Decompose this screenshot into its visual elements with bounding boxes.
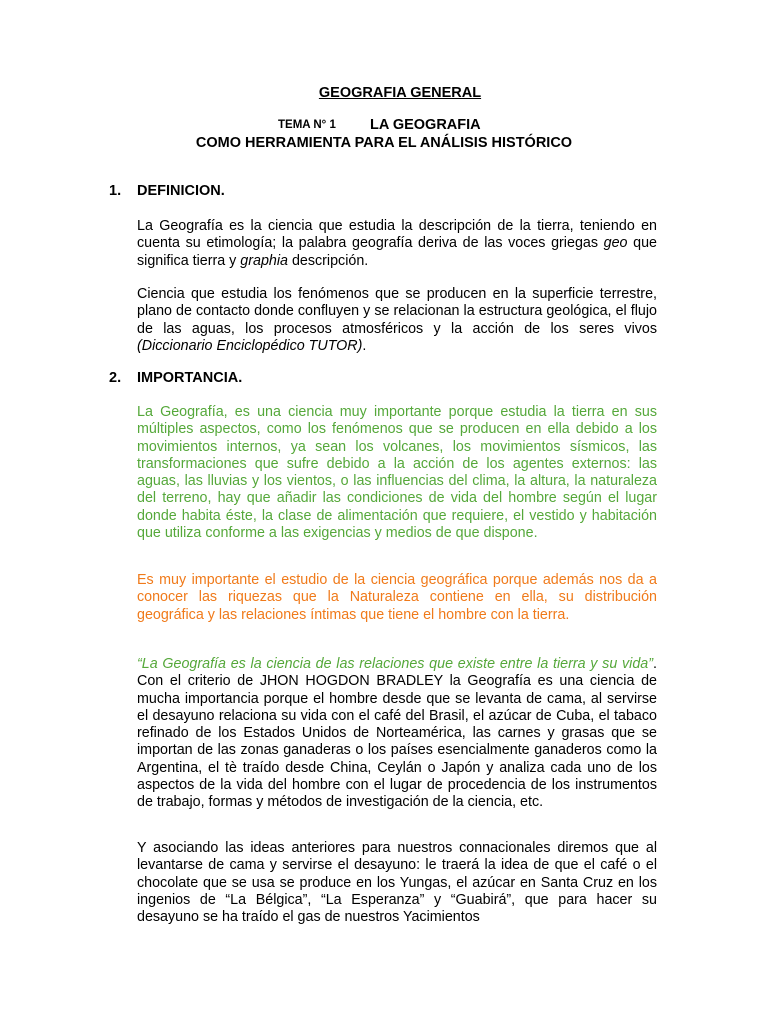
document-title: GEOGRAFIA GENERAL xyxy=(318,85,482,101)
text-run: La Geografía es la ciencia que estudia la descripción de la tierra, teniendo en cuenta su etimología; la palabra geografía deriva de las voces griegas xyxy=(137,218,657,252)
importancia-paragraph-1: La Geografía, es una ciencia muy importante porque estudia la tierra en sus múltiples aspectos, como los fenómenos que se producen en ella debido a los movimientos internos, ya sean los volcanes, los movimientos sísmicos, las transformaciones que sufre debido a la acción de los agentes externos: las aguas, las lluvias y los vientos, o las influencias del clima, la altura, la naturaleza del terreno, hay que añadir las condiciones de vida del hombre según el lugar donde habita éste, la clase de alimentación que requiere, el vestido y habitación que utiliza conforme a las exigencias y medios de que dispone. xyxy=(137,404,657,542)
green-quote: “La Geografía es la ciencia de las relaciones que existe entre la tierra y su vida” xyxy=(137,656,654,672)
section-number: 1. xyxy=(109,183,122,199)
tema-topic: LA GEOGRAFIA xyxy=(370,117,481,133)
text-run: que significa tierra y xyxy=(137,235,657,269)
text-run: descripción. xyxy=(288,252,369,269)
text-run: Ciencia que estudia los fenómenos que se producen en la superficie terrestre, plano de contacto donde confluyen y se relacionan la estructura geológica, el flujo de las aguas, los procesos atmosféricos y la acción de los seres vivos xyxy=(137,286,657,337)
importancia-paragraph-3 xyxy=(137,656,657,812)
italic-term-graphia: graphia xyxy=(240,252,288,269)
section-heading-definicion xyxy=(109,183,225,199)
section-title: DEFINICION. xyxy=(137,183,225,199)
tema-subtitle: COMO HERRAMIENTA PARA EL ANÁLISIS HISTÓRICO xyxy=(195,135,573,151)
tema-label: TEMA N° 1 xyxy=(278,119,336,131)
importancia-paragraph-2: Es muy importante el estudio de la ciencia geográfica porque además nos da a conocer las riquezas que la Naturaleza contiene en ella, su distribución geográfica y las relaciones íntimas que tiene el hombre con la tierra. xyxy=(137,572,657,623)
text-run: . xyxy=(362,337,367,354)
italic-term-geo: geo xyxy=(603,235,628,252)
importancia-paragraph-4: Y asociando las ideas anteriores para nuestros connacionales diremos que al levantarse de cama y servirse el desayuno: le traerá la idea de que el café o el chocolate que se usa se produce en los Yungas, el azúcar en Santa Cruz en los ingenios de “La Bélgica”, “La Esperanza” y “Guabirá”, que para hacer su desayuno se ha traído el gas de nuestros Yacimientos xyxy=(137,840,657,926)
section-number: 2. xyxy=(109,370,122,386)
citation-source: (Diccionario Enciclopédico TUTOR) xyxy=(137,337,363,354)
section-heading-importancia xyxy=(109,370,242,386)
section-title: IMPORTANCIA. xyxy=(137,370,243,386)
definicion-paragraph-1 xyxy=(137,218,657,270)
text-run: . Con el criterio de JHON HOGDON BRADLEY la Geografía es una ciencia de mucha importancia porque el hombre desde que se levanta de cama, al servirse el desayuno relaciona su vida con el café del Brasil, el azúcar de Cuba, el tabaco refinado de los Estados Unidos de Norteamérica, las carnes y grasas que se importan de las zonas ganaderas o los países esencialmente ganaderos como la Argentina, el tè traído desde China, Ceylán o Japón y analiza cada uno de los aspectos de la vida del hombre con el lugar de procedencia de los instrumentos de trabajo, formas y métodos de investigación de la ciencia, etc. xyxy=(137,656,657,811)
definicion-paragraph-2 xyxy=(137,286,657,355)
